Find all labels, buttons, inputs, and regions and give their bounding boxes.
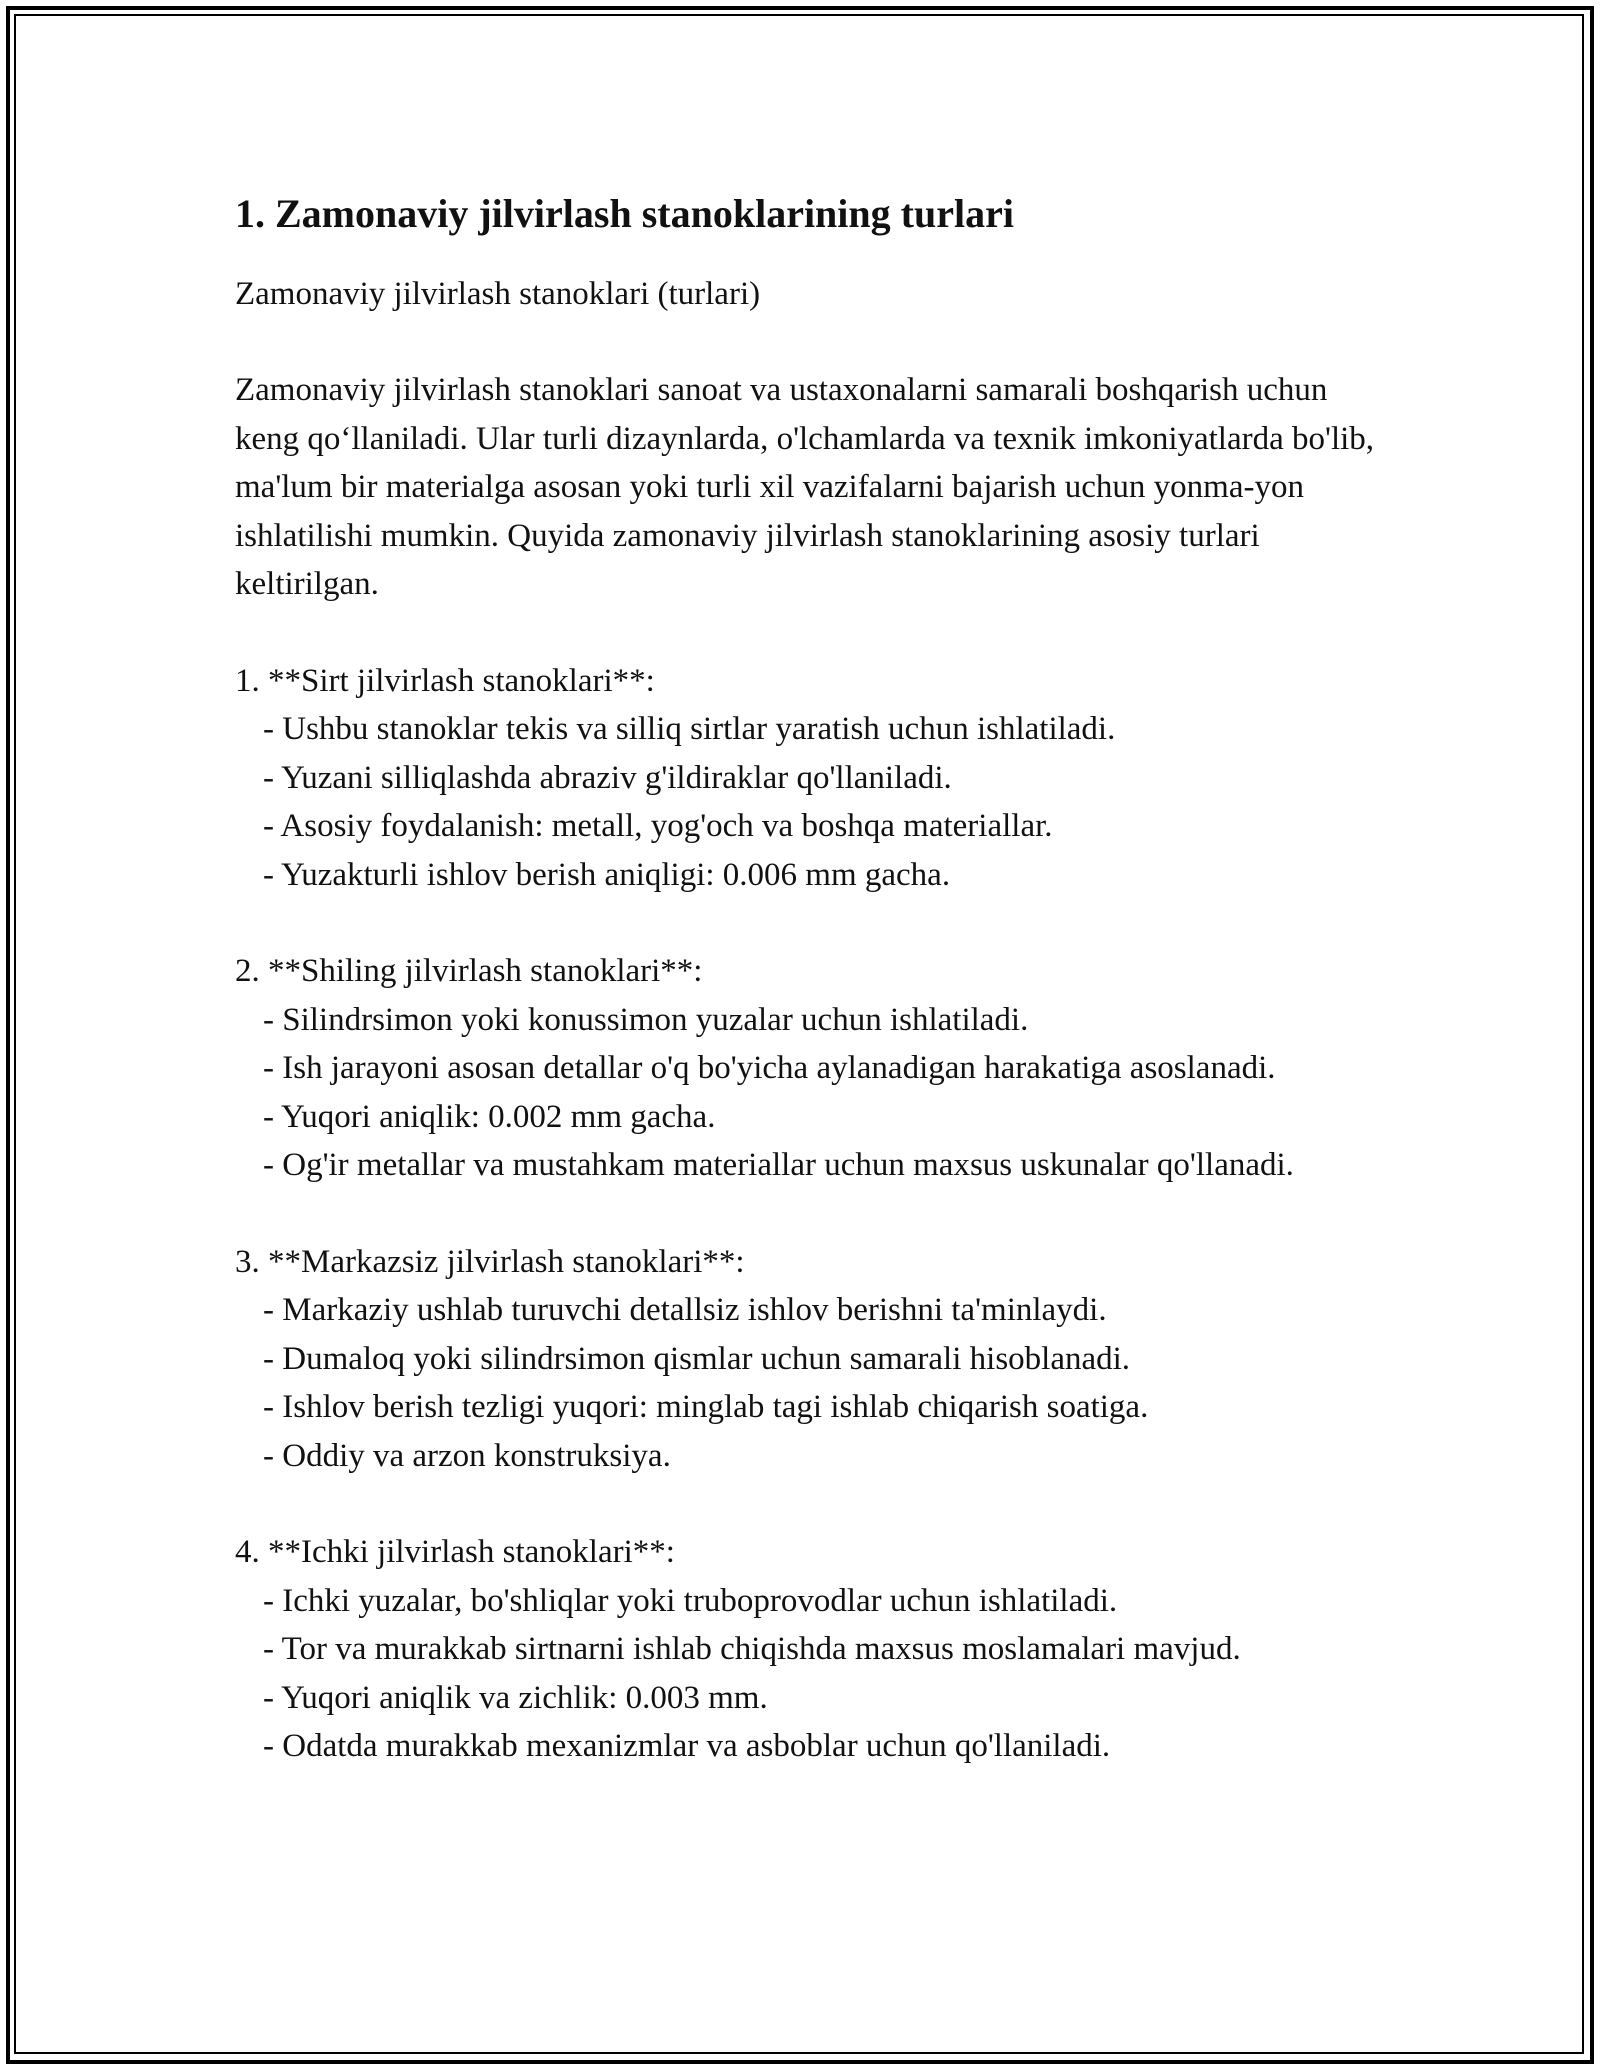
list-item: - Og'ir metallar va mustahkam materiallar uchun maxsus uskunalar qo'llanadi. [263,1147,1294,1183]
section-heading: 3. **Markazsiz jilvirlash stanoklari**: [235,1243,745,1280]
list-item: - Ishlov berish tezligi yuqori: minglab tagi ishlab chiqarish soatiga. [263,1389,1149,1425]
list-item: - Tor va murakkab sirtnarni ishlab chiqishda maxsus moslamalari mavjud. [263,1631,1241,1667]
list-item: - Ichki yuzalar, bo'shliqlar yoki truboprovodlar uchun ishlatiladi. [263,1582,1118,1619]
list-item: - Yuzakturli ishlov berish aniqligi: 0.006 mm gacha. [263,856,951,893]
section-heading: 2. **Shiling jilvirlash stanoklari**: [235,953,703,989]
section-ichki [235,1528,1385,1771]
list-item: - Yuzani silliqlashda abraziv g'ildiraklar qo'llaniladi. [263,759,952,796]
list-item: - Dumaloq yoki silindrsimon qismlar uchun samarali hisoblanadi. [263,1340,1131,1377]
list-item: - Ish jarayoni asosan detallar o'q bo'yicha aylanadigan harakatiga asoslanadi. [263,1050,1276,1086]
list-item: - Yuqori aniqlik va zichlik: 0.003 mm. [263,1679,768,1716]
document-title: 1. Zamonaviy jilvirlash stanoklarining turlari [235,191,1014,236]
list-item: - Odatda murakkab mexanizmlar va asboblar uchun qo'llaniladi. [263,1728,1111,1764]
list-item: - Markaziy ushlab turuvchi detallsiz ishlov berishni ta'minlaydi. [263,1292,1107,1328]
document-body [235,180,1385,1771]
list-item: - Asosiy foydalanish: metall, yog'och va boshqa materiallar. [263,808,1053,844]
list-item: - Ushbu stanoklar tekis va silliq sirtlar yaratish uchun ishlatiladi. [263,711,1116,747]
section-heading: 4. **Ichki jilvirlash stanoklari**: [235,1534,675,1570]
document-subtitle: Zamonaviy jilvirlash stanoklari (turlari) [235,276,761,312]
section-heading: 1. **Sirt jilvirlash stanoklari**: [235,662,655,699]
section-markazsiz [235,1238,1385,1481]
list-item: - Oddiy va arzon konstruksiya. [263,1437,671,1474]
list-item: - Silindrsimon yoki konussimon yuzalar uchun ishlatiladi. [263,1001,1029,1038]
intro-paragraph: Zamonaviy jilvirlash stanoklari sanoat va ustaxonalarni samarali boshqarish uchun keng qo‘llaniladi. Ular turli dizaynlarda, o'lchamlarda va texnik imkoniyatlarda bo'lib, ma'lum bir materialga asosan yoki turli xil vazifalarni bajarish uchun yonma-yon ishlatilishi mumkin. Quyida zamonaviy jilvirlash stanoklarining asosiy turlari keltirilgan. [235,372,1375,602]
section-sirt [235,657,1385,900]
section-shiling [235,947,1385,1190]
list-item: - Yuqori aniqlik: 0.002 mm gacha. [263,1098,716,1135]
